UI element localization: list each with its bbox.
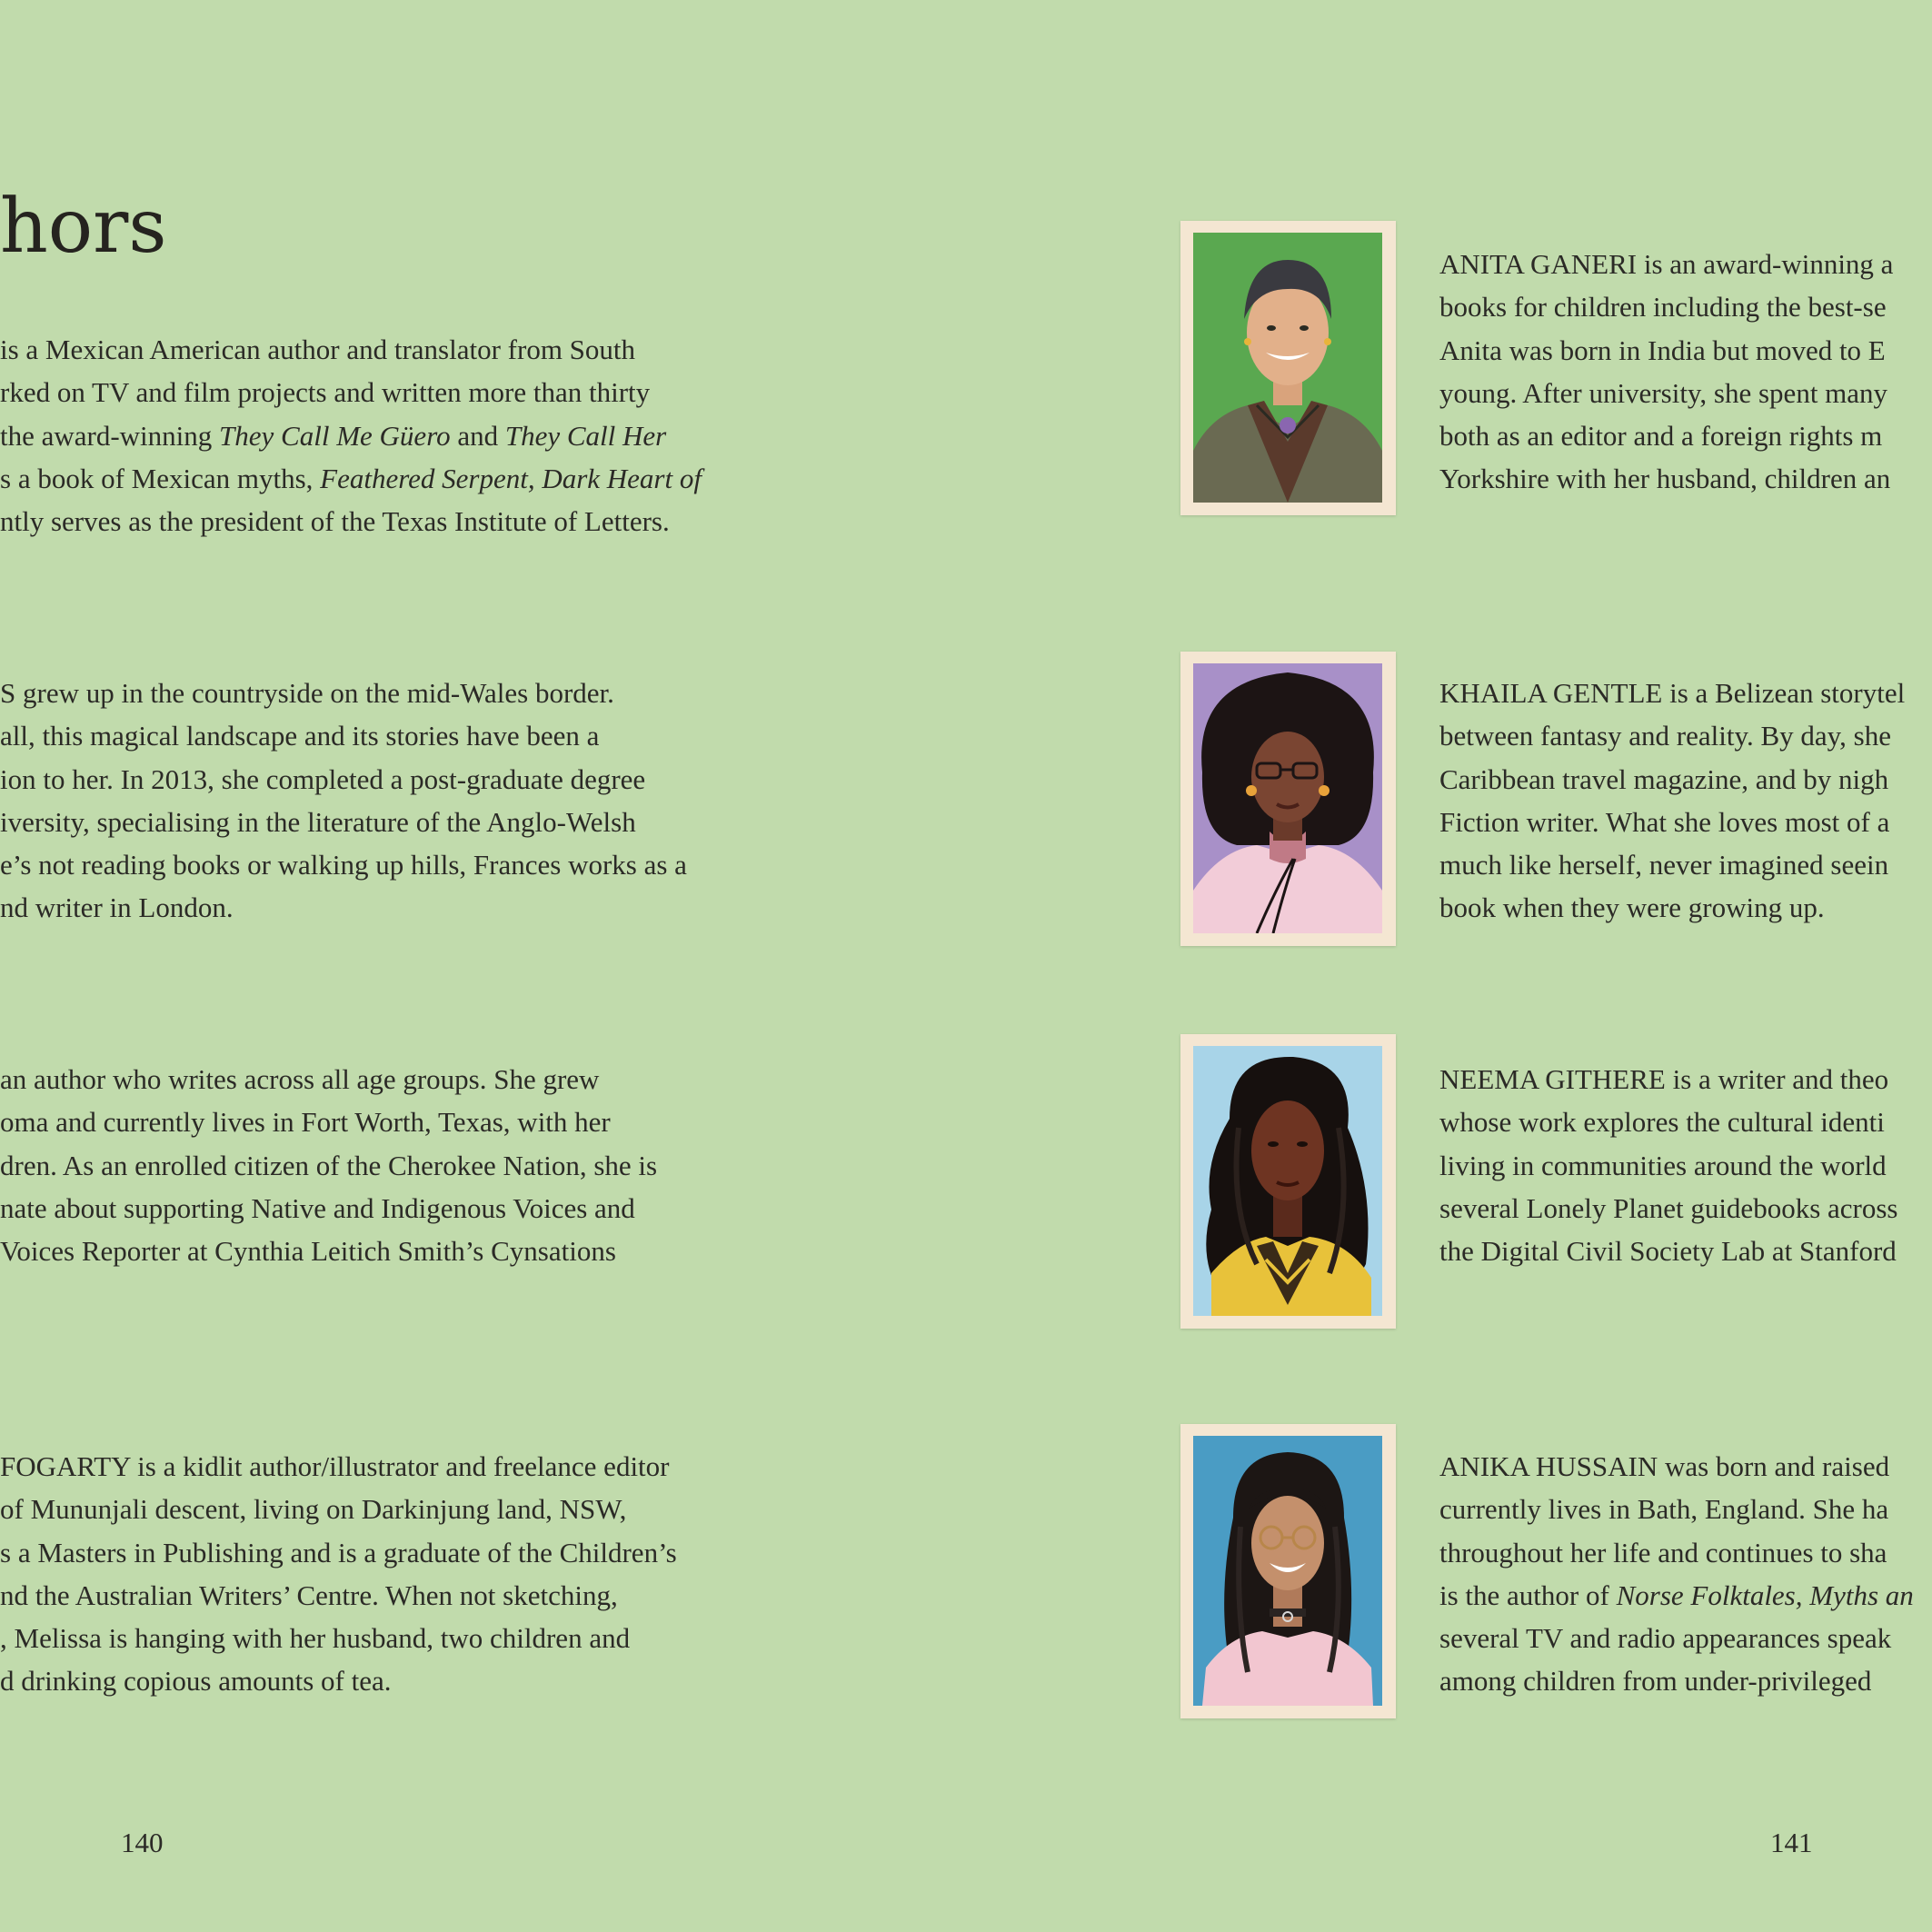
text-run: both as an editor and a foreign rights m xyxy=(1439,420,1883,453)
text-run: young. After university, she spent many xyxy=(1439,376,1888,409)
text-run: Yorkshire with her husband, children an xyxy=(1439,463,1891,495)
text-run: ntly serves as the president of the Texas Institute of Letters. xyxy=(0,505,670,538)
text-run: several TV and radio appearances speak xyxy=(1439,1622,1892,1655)
text-run: ANITA GANERI is an award-winning a xyxy=(1439,248,1894,280)
text-run: living in communities around the world xyxy=(1439,1149,1887,1181)
right-bio-line xyxy=(1439,329,1893,372)
text-run: Voices Reporter at Cynthia Leitich Smith’s Cynsations xyxy=(0,1235,616,1268)
left-bio-line xyxy=(0,1058,657,1100)
text-run: among children from under-privileged xyxy=(1439,1665,1872,1698)
text-run: , Melissa is hanging with her husband, two children and xyxy=(0,1622,631,1655)
text-run: iversity, specialising in the literature of the Anglo-Welsh xyxy=(0,805,636,838)
text-run: is a Mexican American author and translator from South xyxy=(0,334,636,365)
book-title-italic: They Call Her xyxy=(504,419,667,452)
right-bio-line xyxy=(1439,714,1905,757)
text-run: between fantasy and reality. By day, she xyxy=(1439,720,1891,752)
right-bio-line xyxy=(1439,886,1905,929)
text-run: oma and currently lives in Fort Worth, Texas, with her xyxy=(0,1106,611,1139)
right-bio-line xyxy=(1439,1488,1914,1530)
page-number-right: 141 xyxy=(1770,1827,1813,1858)
text-run: several Lonely Planet guidebooks across xyxy=(1439,1191,1898,1224)
text-run: book when they were growing up. xyxy=(1439,891,1825,924)
anika-hussain-portrait xyxy=(1180,1424,1396,1718)
text-run: S grew up in the countryside on the mid-Wales border. xyxy=(0,677,614,709)
right-bio-line xyxy=(1439,1617,1914,1659)
left-bio-line xyxy=(0,801,687,843)
text-run: much like herself, never imagined seein xyxy=(1439,849,1889,881)
portrait-illustration xyxy=(1193,663,1382,933)
book-title-italic: Feathered Serpent, Dark Heart of xyxy=(320,462,702,494)
right-bio-neema-githere xyxy=(1439,1058,1897,1272)
text-run: ion to her. In 2013, she completed a post-graduate degree xyxy=(0,762,646,795)
right-bio-line xyxy=(1439,285,1893,328)
left-bio-line xyxy=(0,886,687,929)
text-run: rked on TV and film projects and written more than thirty xyxy=(0,376,651,409)
left-bio-line xyxy=(0,1187,657,1230)
left-bio-2 xyxy=(0,672,687,930)
text-run: Anita was born in India but moved to E xyxy=(1439,334,1886,366)
left-bio-line xyxy=(0,328,702,371)
right-bio-line xyxy=(1439,1144,1897,1187)
text-run: Caribbean travel magazine, and by nigh xyxy=(1439,762,1889,795)
right-bio-line xyxy=(1439,1058,1897,1100)
text-run: the Digital Civil Society Lab at Stanford xyxy=(1439,1235,1897,1268)
right-bio-line xyxy=(1439,1659,1914,1702)
right-bio-anita-ganeri xyxy=(1439,243,1893,501)
page-heading: hors xyxy=(0,184,167,270)
text-run: ANIKA HUSSAIN was born and raised xyxy=(1439,1450,1890,1482)
text-run: nd the Australian Writers’ Centre. When not sketching, xyxy=(0,1578,618,1611)
text-run: and xyxy=(450,419,505,452)
text-run: throughout her life and continues to sha xyxy=(1439,1536,1887,1569)
left-bio-line xyxy=(0,714,687,757)
book-title-italic: They Call Me Güero xyxy=(219,419,451,452)
text-run: NEEMA GITHERE is a writer and theo xyxy=(1439,1063,1889,1095)
text-run: an author who writes across all age groups. She grew xyxy=(0,1063,600,1095)
text-run: e’s not reading books or walking up hills, Frances works as a xyxy=(0,849,687,881)
text-run: the award-winning xyxy=(0,419,220,452)
left-bio-line xyxy=(0,1100,657,1143)
left-bio-line xyxy=(0,1488,677,1530)
text-run: s a book of Mexican myths, xyxy=(0,462,321,494)
left-bio-1 xyxy=(0,328,702,543)
left-bio-line xyxy=(0,758,687,801)
left-bio-line xyxy=(0,371,702,413)
left-bio-line xyxy=(0,843,687,886)
right-bio-line xyxy=(1439,843,1905,886)
left-bio-3 xyxy=(0,1058,657,1272)
text-run: is the author of xyxy=(1439,1578,1617,1611)
right-bio-line xyxy=(1439,1230,1897,1272)
text-run: KHAILA GENTLE is a Belizean storytel xyxy=(1439,677,1906,709)
book-title-italic: Norse Folktales, Myths an xyxy=(1616,1578,1914,1611)
text-run: s a Masters in Publishing and is a graduate of the Children’s xyxy=(0,1536,677,1569)
portrait-illustration xyxy=(1193,233,1382,503)
left-bio-4 xyxy=(0,1445,677,1703)
left-bio-line xyxy=(0,1574,677,1617)
text-run: all, this magical landscape and its stories have been a xyxy=(0,720,600,752)
left-bio-line xyxy=(0,1617,677,1659)
khaila-gentle-portrait xyxy=(1180,652,1396,946)
text-run: whose work explores the cultural identi xyxy=(1439,1106,1885,1139)
text-run: dren. As an enrolled citizen of the Cherokee Nation, she is xyxy=(0,1149,658,1181)
left-bio-line xyxy=(0,1230,657,1272)
left-bio-line xyxy=(0,457,702,500)
portrait-illustration xyxy=(1193,1436,1382,1706)
right-bio-line xyxy=(1439,1187,1897,1230)
text-run: books for children including the best-se xyxy=(1439,291,1887,324)
left-bio-line xyxy=(0,500,702,543)
right-bio-line xyxy=(1439,758,1905,801)
anita-ganeri-portrait xyxy=(1180,221,1396,515)
right-bio-line xyxy=(1439,672,1905,714)
portrait-illustration xyxy=(1193,1046,1382,1316)
right-bio-line xyxy=(1439,457,1893,500)
right-bio-line xyxy=(1439,1574,1914,1617)
left-bio-line xyxy=(0,1144,657,1187)
left-bio-line xyxy=(0,672,687,714)
text-run: nd writer in London. xyxy=(0,891,234,924)
left-bio-line xyxy=(0,1659,677,1702)
text-run: Fiction writer. What she loves most of a xyxy=(1439,805,1890,838)
right-bio-line xyxy=(1439,1445,1914,1488)
text-run: of Mununjali descent, living on Darkinjung land, NSW, xyxy=(0,1493,627,1526)
right-bio-line xyxy=(1439,1531,1914,1574)
left-bio-line xyxy=(0,1531,677,1574)
text-run: d drinking copious amounts of tea. xyxy=(0,1665,392,1698)
text-run: FOGARTY is a kidlit author/illustrator and freelance editor xyxy=(0,1450,670,1482)
right-bio-khaila-gentle xyxy=(1439,672,1905,930)
right-bio-line xyxy=(1439,414,1893,457)
right-bio-line xyxy=(1439,801,1905,843)
text-run: currently lives in Bath, England. She ha xyxy=(1439,1493,1889,1526)
right-bio-line xyxy=(1439,243,1893,285)
left-bio-line xyxy=(0,414,702,457)
neema-githere-portrait xyxy=(1180,1034,1396,1329)
right-bio-line xyxy=(1439,1100,1897,1143)
right-bio-line xyxy=(1439,372,1893,414)
right-bio-anika-hussain xyxy=(1439,1445,1914,1703)
page-number-left: 140 xyxy=(121,1827,164,1858)
left-bio-line xyxy=(0,1445,677,1488)
text-run: nate about supporting Native and Indigenous Voices and xyxy=(0,1191,635,1224)
